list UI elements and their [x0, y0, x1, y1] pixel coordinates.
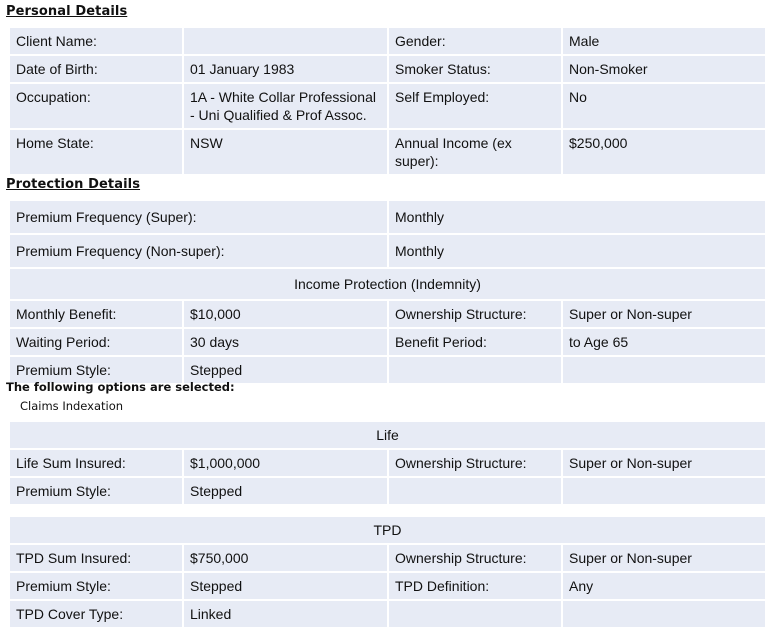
client-name-label: Client Name: — [10, 28, 182, 54]
table-row — [10, 269, 765, 299]
table-row — [10, 478, 765, 504]
waiting-period-value: 30 days — [184, 329, 387, 355]
table-row — [10, 56, 765, 82]
table-row — [10, 84, 765, 128]
empty-cell — [563, 478, 765, 504]
option-item: Claims Indexation — [20, 399, 124, 413]
home-state-label: Home State: — [10, 130, 182, 174]
table-row — [10, 545, 765, 571]
annual-income-value: $250,000 — [563, 130, 765, 174]
table-row — [10, 450, 765, 476]
premium-frequency-super-value: Monthly — [389, 201, 765, 233]
tpd-cover-type-label: TPD Cover Type: — [10, 601, 182, 627]
empty-cell — [389, 357, 561, 383]
table-row — [10, 517, 765, 543]
occupation-value: 1A - White Collar Professional - Uni Qualified & Prof Assoc. — [184, 84, 387, 128]
ip-ownership-label: Ownership Structure: — [389, 301, 561, 327]
table-row — [10, 601, 765, 627]
options-heading: The following options are selected: — [6, 380, 235, 394]
income-protection-title: Income Protection (Indemnity) — [10, 269, 765, 299]
table-row — [10, 235, 765, 267]
empty-cell — [389, 601, 561, 627]
tpd-ownership-label: Ownership Structure: — [389, 545, 561, 571]
home-state-value: NSW — [184, 130, 387, 174]
life-ownership-label: Ownership Structure: — [389, 450, 561, 476]
gender-value: Male — [563, 28, 765, 54]
table-row — [10, 329, 765, 355]
tpd-sum-insured-value: $750,000 — [184, 545, 387, 571]
annual-income-label: Annual Income (ex super): — [389, 130, 561, 174]
tpd-definition-label: TPD Definition: — [389, 573, 561, 599]
client-name-value — [184, 28, 387, 54]
table-row — [10, 28, 765, 54]
table-row — [10, 201, 765, 233]
self-employed-value: No — [563, 84, 765, 128]
gender-label: Gender: — [389, 28, 561, 54]
self-employed-label: Self Employed: — [389, 84, 561, 128]
monthly-benefit-label: Monthly Benefit: — [10, 301, 182, 327]
premium-frequency-nonsuper-value: Monthly — [389, 235, 765, 267]
life-premium-style-value: Stepped — [184, 478, 387, 504]
premium-frequency-table — [8, 199, 767, 385]
ip-ownership-value: Super or Non-super — [563, 301, 765, 327]
smoker-status-label: Smoker Status: — [389, 56, 561, 82]
table-row — [10, 422, 765, 448]
table-row — [10, 301, 765, 327]
dob-value: 01 January 1983 — [184, 56, 387, 82]
life-sum-insured-value: $1,000,000 — [184, 450, 387, 476]
life-sum-insured-label: Life Sum Insured: — [10, 450, 182, 476]
table-row — [10, 573, 765, 599]
premium-frequency-super-label: Premium Frequency (Super): — [10, 201, 387, 233]
dob-label: Date of Birth: — [10, 56, 182, 82]
empty-cell — [389, 478, 561, 504]
smoker-status-value: Non-Smoker — [563, 56, 765, 82]
premium-frequency-nonsuper-label: Premium Frequency (Non-super): — [10, 235, 387, 267]
tpd-table — [8, 515, 767, 629]
life-premium-style-label: Premium Style: — [10, 478, 182, 504]
tpd-ownership-value: Super or Non-super — [563, 545, 765, 571]
tpd-definition-value: Any — [563, 573, 765, 599]
ip-premium-style-value: Stepped — [184, 357, 387, 383]
tpd-cover-type-value: Linked — [184, 601, 387, 627]
table-row — [10, 130, 765, 174]
empty-cell — [563, 357, 765, 383]
empty-cell — [563, 601, 765, 627]
personal-details-table — [8, 26, 767, 176]
life-title: Life — [10, 422, 765, 448]
benefit-period-value: to Age 65 — [563, 329, 765, 355]
tpd-premium-style-value: Stepped — [184, 573, 387, 599]
personal-details-heading: Personal Details — [6, 4, 128, 19]
waiting-period-label: Waiting Period: — [10, 329, 182, 355]
tpd-premium-style-label: Premium Style: — [10, 573, 182, 599]
tpd-title: TPD — [10, 517, 765, 543]
benefit-period-label: Benefit Period: — [389, 329, 561, 355]
tpd-sum-insured-label: TPD Sum Insured: — [10, 545, 182, 571]
protection-details-heading: Protection Details — [6, 177, 141, 192]
life-table — [8, 420, 767, 506]
occupation-label: Occupation: — [10, 84, 182, 128]
monthly-benefit-value: $10,000 — [184, 301, 387, 327]
life-ownership-value: Super or Non-super — [563, 450, 765, 476]
ip-premium-style-label: Premium Style: — [10, 357, 182, 383]
